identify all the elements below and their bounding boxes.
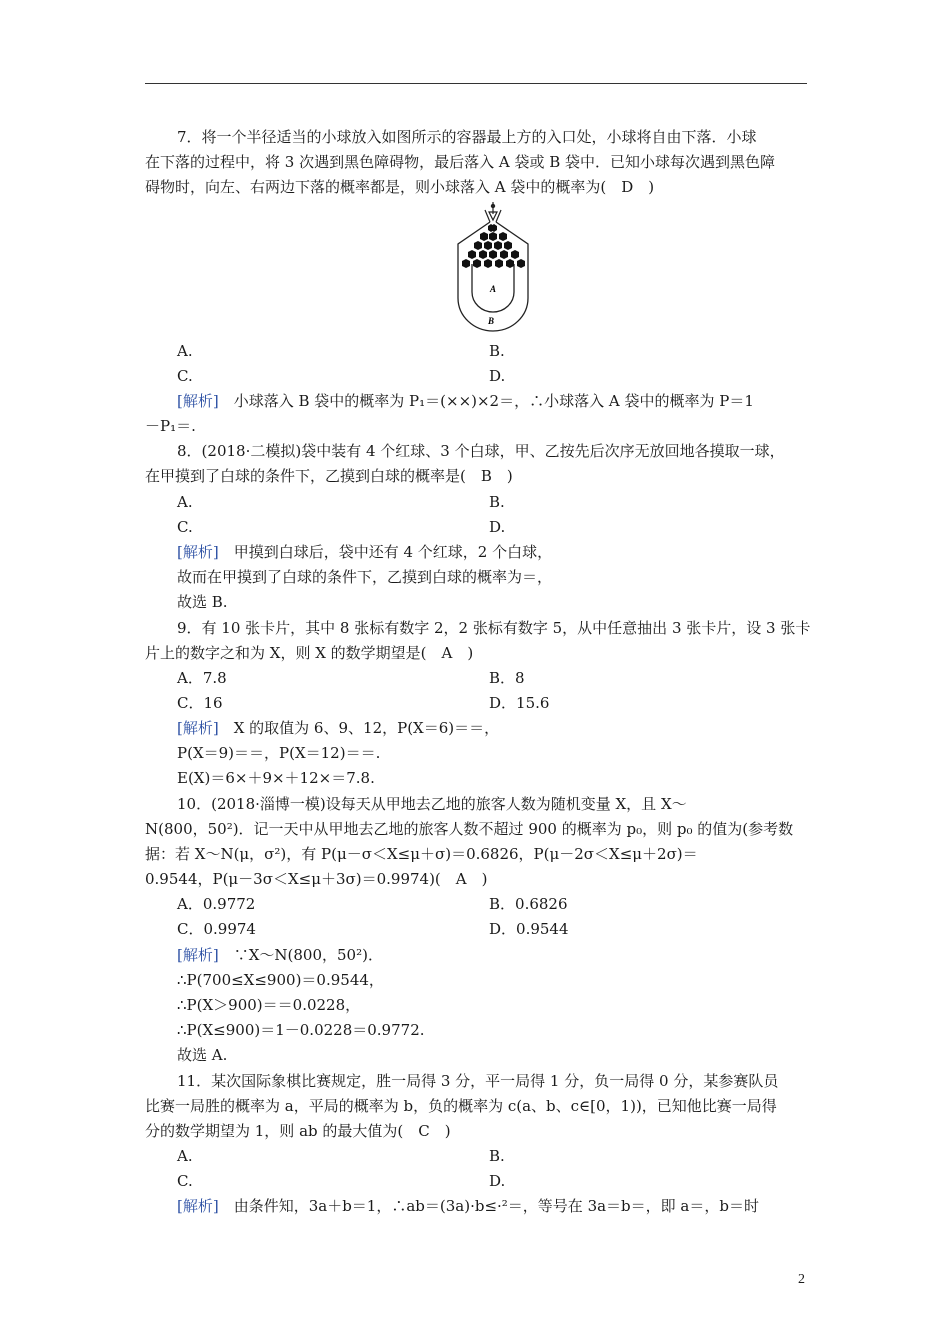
q11-solution-text-1: 由条件知，3a＋b＝1，∴ab＝(3a)·b≤·²＝，等号在 3a＝b＝，即 a＝，b＝时 bbox=[218, 1197, 759, 1215]
page-number: 2 bbox=[798, 1272, 805, 1287]
q7-solution-line-1 bbox=[177, 391, 754, 411]
q10-solution-line-5: 故选 A. bbox=[177, 1046, 228, 1064]
q11-option-d: D. bbox=[489, 1172, 506, 1190]
q9-stem-line-1: 9．有 10 张卡片，其中 8 张标有数字 2，2 张标有数字 5，从中任意抽出 3 张卡片，设 3 张卡 bbox=[177, 619, 811, 637]
q9-option-c: C．16 bbox=[177, 694, 223, 712]
q9-solution-tag: [解析] bbox=[177, 719, 219, 737]
q11-option-c: C. bbox=[177, 1172, 193, 1190]
ball-container-figure bbox=[450, 200, 536, 334]
q7-option-a: A. bbox=[177, 342, 193, 360]
q8-option-c: C. bbox=[177, 518, 193, 536]
q10-option-b: B．0.6826 bbox=[489, 895, 568, 913]
q8-solution-line-1 bbox=[177, 542, 552, 562]
q10-option-d: D．0.9544 bbox=[489, 920, 569, 938]
q10-stem-line-4: 0.9544，P(μ－3σ＜X≤μ＋3σ)＝0.9974)( A ) bbox=[145, 870, 488, 888]
q8-solution-line-2: 故而在甲摸到了白球的条件下，乙摸到白球的概率为＝， bbox=[177, 568, 553, 586]
q9-option-b: B．8 bbox=[489, 669, 525, 687]
q9-stem-line-2: 片上的数字之和为 X，则 X 的数学期望是( A ) bbox=[145, 644, 474, 662]
q11-option-a: A. bbox=[177, 1147, 193, 1165]
q11-solution-tag: [解析] bbox=[177, 1197, 219, 1215]
q10-stem-line-1: 10．(2018·淄博一模)设每天从甲地去乙地的旅客人数为随机变量 X，且 X～ bbox=[177, 795, 687, 813]
q7-stem-line-1: 7．将一个半径适当的小球放入如图所示的容器最上方的入口处，小球将自由下落．小球 bbox=[177, 128, 757, 146]
fig-label-a: A bbox=[490, 284, 497, 294]
q8-solution-tag: [解析] bbox=[177, 543, 219, 561]
q10-stem-line-3: 据：若 X～N(μ，σ²)，有 P(μ－σ＜X≤μ＋σ)＝0.6826，P(μ－2σ＜X≤μ＋2σ)＝ bbox=[145, 845, 698, 863]
q7-option-c: C. bbox=[177, 367, 193, 385]
q10-solution-line-3: ∴P(X＞900)＝＝0.0228， bbox=[177, 996, 361, 1014]
q9-option-a: A．7.8 bbox=[177, 669, 227, 687]
q8-solution-line-3: 故选 B. bbox=[177, 593, 228, 611]
q11-stem-line-2: 比赛一局胜的概率为 a，平局的概率为 b，负的概率为 c(a、b、c∈[0，1))，已知他比赛一局得 bbox=[145, 1097, 777, 1115]
q9-solution-line-3: E(X)＝6×＋9×＋12×＝7.8. bbox=[177, 769, 375, 787]
q9-solution-line-2: P(X＝9)＝＝，P(X＝12)＝＝. bbox=[177, 744, 381, 762]
q8-stem-line-2: 在甲摸到了白球的条件下，乙摸到白球的概率是( B ) bbox=[145, 467, 513, 485]
q7-option-d: D. bbox=[489, 367, 506, 385]
q10-solution-tag: [解析] bbox=[177, 946, 219, 964]
q8-solution-text-1: 甲摸到白球后，袋中还有 4 个红球，2 个白球， bbox=[218, 543, 553, 561]
q10-solution-line-4: ∴P(X≤900)＝1－0.0228＝0.9772. bbox=[177, 1021, 425, 1039]
q7-solution-line-2: －P₁＝. bbox=[145, 417, 196, 435]
header-rule bbox=[145, 83, 807, 84]
q10-option-a: A．0.9772 bbox=[177, 895, 256, 913]
q7-solution-tag: [解析] bbox=[177, 392, 219, 410]
q11-stem-line-3: 分的数学期望为 1，则 ab 的最大值为( C ) bbox=[145, 1122, 451, 1140]
fig-label-b: B bbox=[488, 316, 495, 326]
q9-solution-line-1 bbox=[177, 718, 499, 738]
q11-option-b: B. bbox=[489, 1147, 505, 1165]
q10-option-c: C．0.9974 bbox=[177, 920, 256, 938]
q7-stem-line-2: 在下落的过程中，将 3 次遇到黑色障碍物，最后落入 A 袋或 B 袋中．已知小球每次遇到黑色障 bbox=[145, 153, 776, 171]
q9-solution-text-1: X 的取值为 6、9、12，P(X＝6)＝＝， bbox=[218, 719, 500, 737]
q10-stem-line-2: N(800，50²)．记一天中从甲地去乙地的旅客人数不超过 900 的概率为 p₀，则 p₀ 的值为(参考数 bbox=[145, 820, 794, 838]
q11-solution-line-1 bbox=[177, 1196, 759, 1216]
q10-solution-line-1 bbox=[177, 945, 383, 965]
q7-solution-text-1: 小球落入 B 袋中的概率为 P₁＝(××)×2＝，∴小球落入 A 袋中的概率为 P＝1 bbox=[218, 392, 754, 410]
q8-option-b: B. bbox=[489, 493, 505, 511]
q7-stem-line-3: 碍物时，向左、右两边下落的概率都是，则小球落入 A 袋中的概率为( D ) bbox=[145, 178, 655, 196]
q11-stem-line-1: 11．某次国际象棋比赛规定，胜一局得 3 分，平一局得 1 分，负一局得 0 分，某参赛队员 bbox=[177, 1072, 779, 1090]
q9-option-d: D．15.6 bbox=[489, 694, 550, 712]
q7-option-b: B. bbox=[489, 342, 505, 360]
q8-option-d: D. bbox=[489, 518, 506, 536]
q10-solution-line-2: ∴P(700≤X≤900)＝0.9544， bbox=[177, 971, 384, 989]
q8-stem-line-1: 8．(2018·二模拟)袋中装有 4 个红球、3 个白球，甲、乙按先后次序无放回地各摸取一球， bbox=[177, 442, 785, 460]
q10-solution-text-1: ∵X～N(800，50²)． bbox=[218, 946, 383, 964]
q8-option-a: A. bbox=[177, 493, 193, 511]
